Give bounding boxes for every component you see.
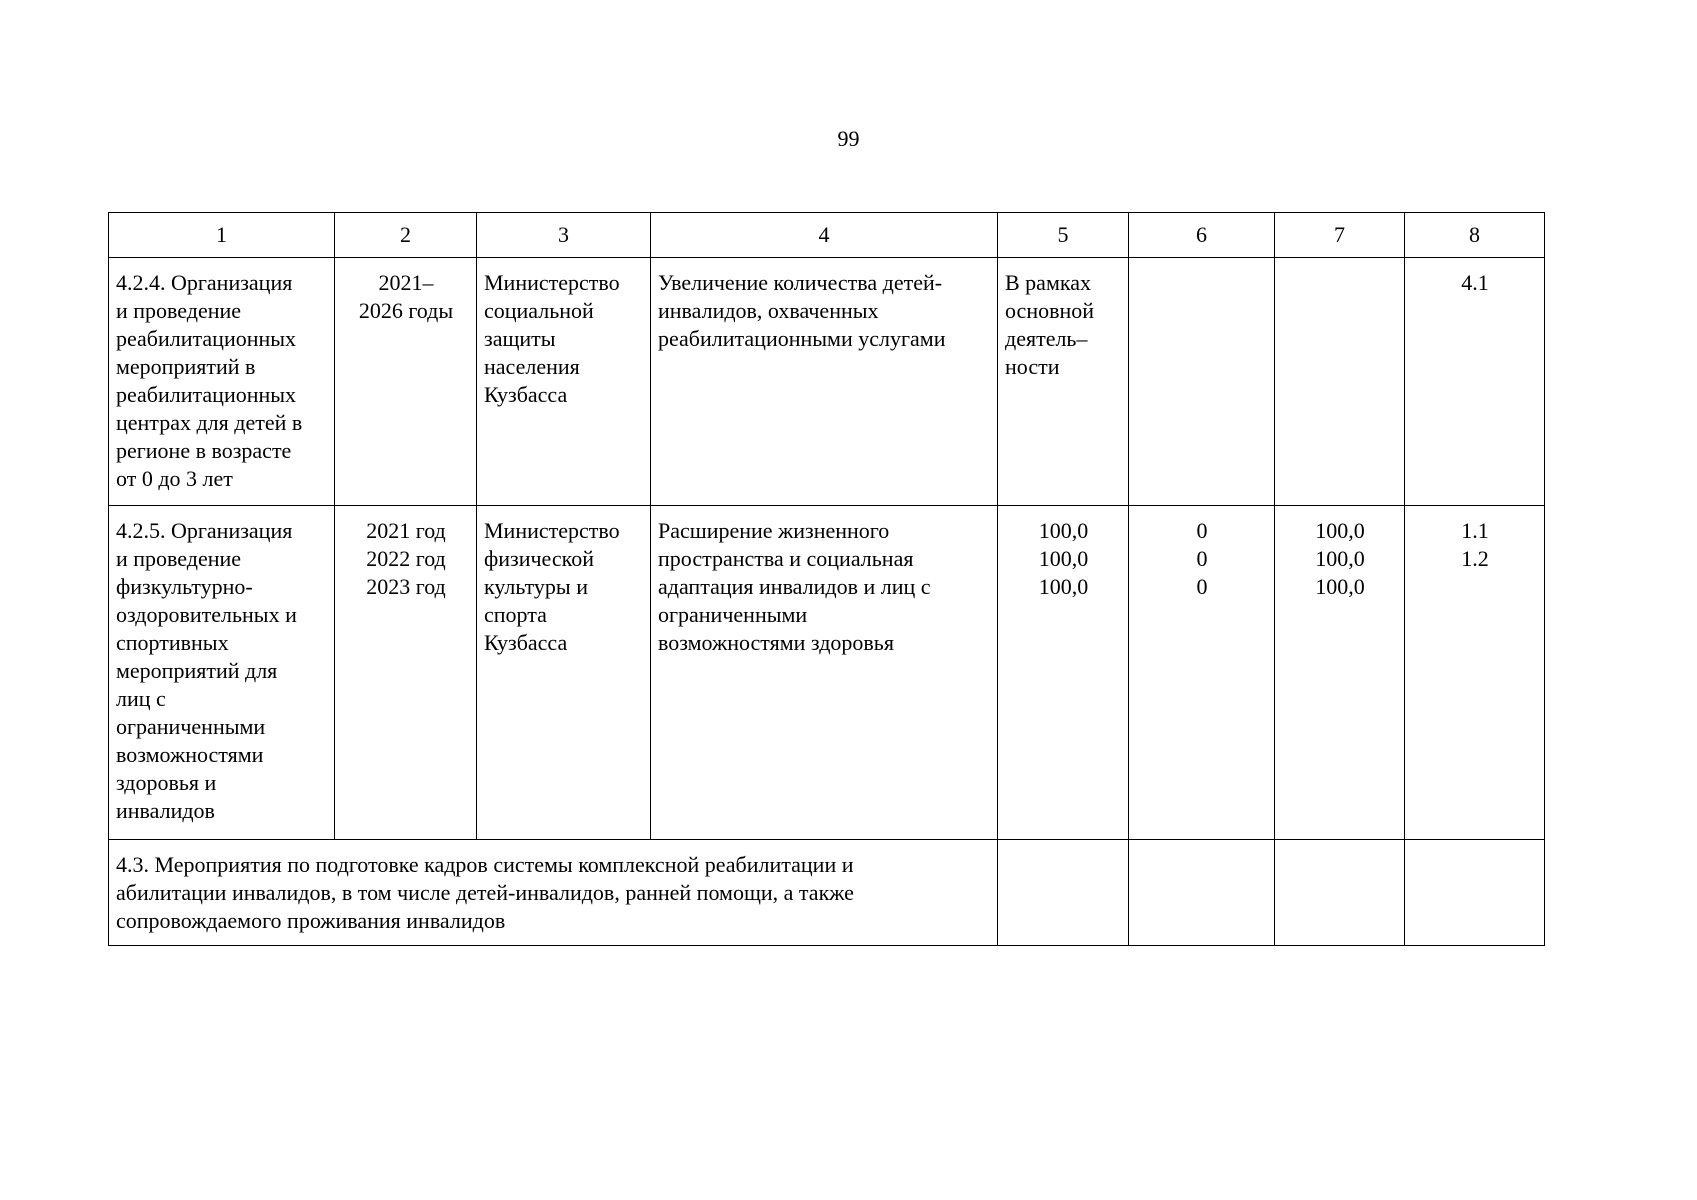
result-cell: Расширение жизненного пространства и социальная адаптация инвалидов и лиц с ограниченными возможностями здоровья [651, 506, 998, 840]
indicator-cell: 1.1 1.2 [1405, 506, 1545, 840]
section-title-cell: 4.3. Мероприятия по подготовке кадров системы комплексной реабилитации и абилитации инвалидов, в том числе детей-инвалидов, ранней помощи, а также сопровождаемого проживания инвалидов [109, 840, 998, 946]
period-cell: 2021– 2026 годы [335, 258, 477, 506]
page-number: 99 [837, 126, 860, 151]
empty-cell [998, 840, 1129, 946]
executor-cell: Министерство физической культуры и спорта Кузбасса [477, 506, 651, 840]
column-number-row [109, 213, 1545, 258]
event-name-cell: 4.2.5. Организация и проведение физкультурно- оздоровительных и спортивных мероприятий для лиц с ограниченными возможностями здоровья и инвалидов [109, 506, 335, 840]
empty-cell [1275, 840, 1405, 946]
table-row [109, 506, 1545, 840]
result-cell: Увеличение количества детей- инвалидов, охваченных реабилитационными услугами [651, 258, 998, 506]
empty-cell [1129, 840, 1275, 946]
empty-cell [1405, 840, 1545, 946]
column-number: 3 [477, 213, 651, 258]
event-name-cell: 4.2.4. Организация и проведение реабилитационных мероприятий в реабилитационных центрах для детей в регионе в возрасте от 0 до 3 лет [109, 258, 335, 506]
value-cell: 0 0 0 [1129, 506, 1275, 840]
funding-cell: В рамках основной деятель– ности [998, 258, 1129, 506]
column-number: 2 [335, 213, 477, 258]
column-number: 8 [1405, 213, 1545, 258]
funding-cell: 100,0 100,0 100,0 [998, 506, 1129, 840]
section-row [109, 840, 1545, 946]
column-number: 4 [651, 213, 998, 258]
executor-cell: Министерство социальной защиты населения Кузбасса [477, 258, 651, 506]
value-cell [1275, 258, 1405, 506]
column-number: 6 [1129, 213, 1275, 258]
value-cell: 100,0 100,0 100,0 [1275, 506, 1405, 840]
measures-table [108, 212, 1545, 946]
period-cell: 2021 год 2022 год 2023 год [335, 506, 477, 840]
table-row [109, 258, 1545, 506]
column-number: 1 [109, 213, 335, 258]
value-cell [1129, 258, 1275, 506]
column-number: 5 [998, 213, 1129, 258]
indicator-cell: 4.1 [1405, 258, 1545, 506]
column-number: 7 [1275, 213, 1405, 258]
